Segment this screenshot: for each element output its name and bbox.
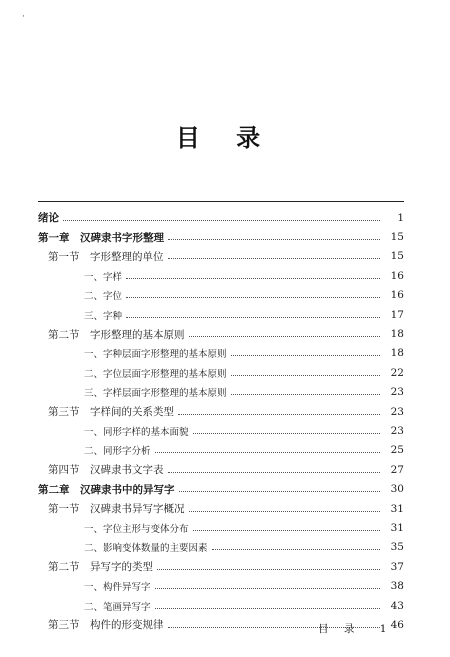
toc-entry-page: 38: [390, 580, 404, 593]
toc-entry-page: 31: [390, 502, 404, 515]
table-of-contents: [38, 208, 404, 635]
toc-entry[interactable]: [38, 383, 404, 402]
toc-entry[interactable]: [38, 479, 404, 498]
dot-leader: [155, 452, 380, 453]
toc-entry-label: 第二章 汉碑隶书中的异写字: [38, 483, 175, 496]
toc-entry[interactable]: [38, 286, 404, 305]
dot-leader: [155, 608, 380, 609]
toc-entry-label: 二、同形字分析: [84, 446, 151, 458]
toc-entry-label: 第一章 汉碑隶书字形整理: [38, 231, 164, 244]
dot-leader: [168, 258, 381, 259]
toc-entry[interactable]: [38, 344, 404, 363]
toc-entry-label: 第二节 异写字的类型: [48, 561, 153, 574]
dot-leader: [189, 511, 381, 512]
dot-leader: [178, 414, 380, 415]
toc-entry-label: 三、字种: [84, 310, 123, 322]
toc-entry-page: 27: [390, 463, 404, 476]
toc-entry-label: 第三节 字样间的关系类型: [48, 406, 174, 419]
toc-entry-label: 三、字样层面字形整理的基本原则: [84, 388, 227, 400]
toc-entry-page: 16: [390, 269, 404, 282]
dot-leader: [168, 472, 381, 473]
toc-entry-label: 一、同形字样的基本面貌: [84, 426, 189, 438]
dot-leader: [193, 433, 380, 434]
toc-entry-page: 18: [390, 328, 404, 341]
toc-entry[interactable]: [38, 576, 404, 595]
toc-entry-label: 二、字位: [84, 291, 123, 303]
toc-entry-page: 46: [390, 618, 404, 631]
toc-entry[interactable]: [38, 518, 404, 537]
footer-page-number: 1: [379, 623, 387, 635]
toc-entry[interactable]: [38, 363, 404, 382]
dot-leader: [193, 530, 380, 531]
dot-leader: [126, 278, 380, 279]
toc-entry[interactable]: [38, 208, 404, 227]
dot-leader: [231, 394, 380, 395]
toc-entry-page: 23: [390, 386, 404, 399]
toc-entry-page: 25: [390, 444, 404, 457]
toc-entry-page: 15: [390, 231, 404, 244]
page-title: 目 录: [175, 123, 275, 152]
toc-entry-label: 一、字样: [84, 271, 123, 283]
toc-entry-page: 37: [390, 560, 404, 573]
toc-entry[interactable]: [38, 266, 404, 285]
dot-leader: [231, 355, 380, 356]
toc-entry-label: 绪论: [38, 212, 59, 225]
toc-entry[interactable]: [38, 557, 404, 576]
toc-entry-label: 二、笔画异写字: [84, 601, 151, 613]
toc-entry[interactable]: [38, 596, 404, 615]
toc-entry-label: 第一节 字形整理的单位: [48, 250, 164, 263]
toc-entry[interactable]: [38, 538, 404, 557]
toc-entry-page: 18: [390, 347, 404, 360]
toc-entry[interactable]: [38, 402, 404, 421]
toc-entry-page: 30: [390, 483, 404, 496]
corner-mark: ·: [22, 12, 25, 22]
title-divider: [38, 201, 404, 202]
toc-entry[interactable]: [38, 324, 404, 343]
dot-leader: [157, 569, 380, 570]
toc-entry-page: 35: [390, 541, 404, 554]
toc-entry[interactable]: [38, 247, 404, 266]
toc-entry-page: 22: [390, 366, 404, 379]
toc-entry[interactable]: [38, 460, 404, 479]
toc-entry-label: 第三节 构件的形变规律: [48, 619, 164, 632]
toc-entry-page: 31: [390, 521, 404, 534]
dot-leader: [231, 375, 380, 376]
toc-entry[interactable]: [38, 227, 404, 246]
toc-entry[interactable]: [38, 421, 404, 440]
toc-entry[interactable]: [38, 441, 404, 460]
toc-entry-page: 23: [390, 405, 404, 418]
toc-entry-page: 16: [390, 289, 404, 302]
toc-entry-page: 23: [390, 424, 404, 437]
dot-leader: [179, 491, 381, 492]
page-footer: [318, 621, 386, 636]
dot-leader: [189, 336, 381, 337]
dot-leader: [63, 220, 380, 221]
toc-entry-page: 43: [390, 599, 404, 612]
footer-title: 目 录: [318, 623, 361, 635]
toc-entry-label: 第四节 汉碑隶书文字表: [48, 464, 164, 477]
toc-entry-label: 二、影响变体数量的主要因素: [84, 543, 208, 555]
toc-entry-label: 一、构件异写字: [84, 582, 151, 594]
dot-leader: [126, 297, 380, 298]
toc-entry-page: 15: [390, 250, 404, 263]
toc-entry-page: 17: [390, 308, 404, 321]
toc-entry-label: 一、字位主形与变体分布: [84, 523, 189, 535]
toc-entry-label: 第二节 字形整理的基本原则: [48, 328, 185, 341]
dot-leader: [212, 549, 380, 550]
dot-leader: [168, 239, 380, 240]
dot-leader: [155, 588, 380, 589]
toc-entry[interactable]: [38, 305, 404, 324]
toc-entry-label: 二、字位层面字形整理的基本原则: [84, 368, 227, 380]
dot-leader: [126, 317, 380, 318]
toc-entry-label: 第一节 汉碑隶书异写字概况: [48, 503, 185, 516]
toc-entry-label: 一、字种层面字形整理的基本原则: [84, 349, 227, 361]
toc-entry[interactable]: [38, 499, 404, 518]
toc-entry-page: 1: [397, 211, 404, 224]
